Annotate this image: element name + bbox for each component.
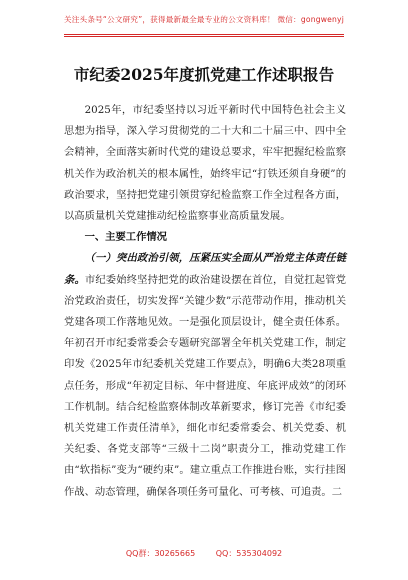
header-divider-thin [64,36,344,37]
subsection-paragraph [64,248,346,502]
document-title: 市纪委2025年度抓党建工作述职报告 [73,65,335,84]
footer-qq-group: QQ群：30265665 [125,549,196,558]
subsection-heading: （一）突出政治引领，压紧压实全面从严治党主体责任链条。 [64,252,346,286]
footer [0,548,408,559]
subsection-text: 市纪委始终坚持把党的政治建设摆在首位，自觉扛起管党治党政治责任，切实发挥“关键少数”示范带动作用，推动机关党建各项工作落地见效。一是强化顶层设计，健全责任体系。年初召开市纪委常委会专题研究部署全年机关党建工作，制定印发《2025年市纪委机关党建工作要点》，明确6大类28项重点任务，形成“年初定目标、年中督进度、年底评成效”的闭环工作机制。结合纪检监察体制改革新要求，修订完善《市纪委机关党建工作责任清单》，细化市纪委常委会、机关党委、机关纪委、各党支部等“三级十二岗”职责分工，推动党建工作由“软指标”变为“硬约束”。建立重点工作推进台账，实行挂图作战、动态管理，确保各项任务可量化、可考核、可追责。二 [64,273,347,498]
section-heading: 一、主要工作情况 [84,231,167,244]
header-banner: 关注头条号“公文研究”，获得最新最全最专业的公文资料库！ 微信：gongwenyj [63,15,345,24]
document-body [64,100,346,503]
footer-qq: QQ：535304092 [215,549,283,558]
header-divider [64,34,344,35]
intro-paragraph: 2025年，市纪委坚持以习近平新时代中国特色社会主义思想为指导，深入学习贯彻党的二十大和二十届三中、四中全会精神，全面落实新时代党的建设总要求，牢牢把握纪检监察机关作为政治机关的根本属性，始终牢记“打铁还须自身硬”的政治要求，坚持把党建引领贯穿纪检监察工作全过程各方面，以高质量机关党建推动纪检监察事业高质量发展。 [64,104,346,223]
